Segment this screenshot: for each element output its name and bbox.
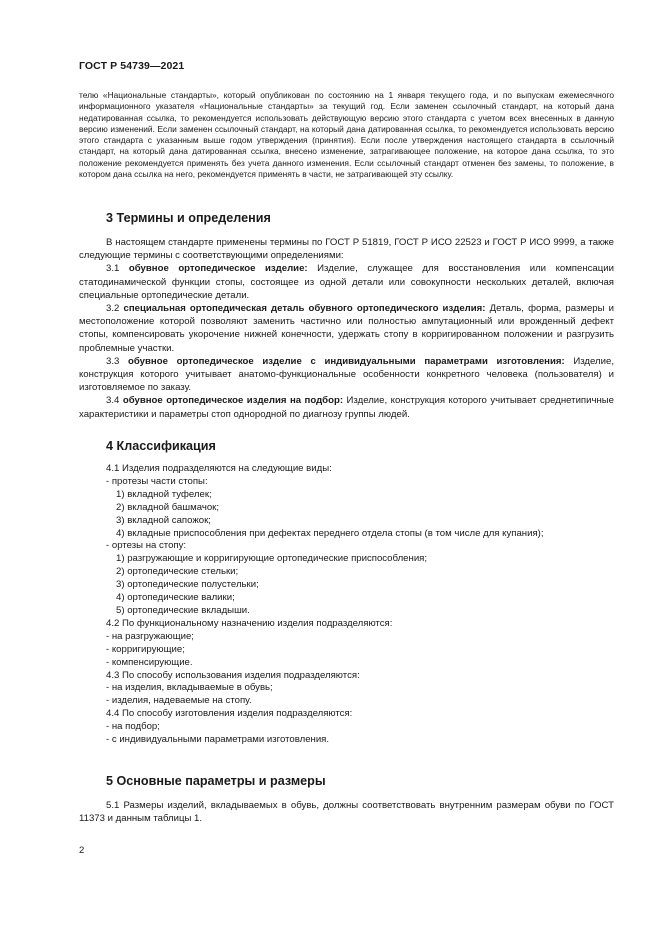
section-5-paragraph: 5.1 Размеры изделий, вкладываемых в обувь, должны соответствовать внутренним размерам обуви по ГОСТ 11373 и данным таблицы 1.	[79, 800, 614, 825]
classification-line: 1) разгружающие и корригирующие ортопедические приспособления;	[116, 553, 428, 565]
section-3-lead: В настоящем стандарте применены термины по ГОСТ Р 51819, ГОСТ Р ИСО 22523 и ГОСТ Р ИСО 9999, а также следующие термины с соответствующими определениями:	[79, 237, 614, 262]
term-number: 3.1	[106, 263, 120, 275]
term-name: специальная ортопедическая деталь обувного ортопедического изделия:	[123, 303, 486, 315]
term-name: обувное ортопедическое изделие с индивидуальными параметрами изготовления:	[128, 355, 565, 367]
term-number: 3.2	[106, 303, 120, 315]
section-5-body	[79, 799, 614, 825]
classification-line: 5) ортопедические вкладыши.	[116, 604, 250, 616]
intro-paragraph	[79, 90, 614, 180]
classification-line: - протезы части стопы:	[106, 475, 208, 487]
classification-line: 4.1 Изделия подразделяются на следующие виды:	[106, 463, 332, 474]
classification-line: 4.4 По способу изготовления изделия подразделяются:	[106, 708, 353, 720]
classification-line: - ортезы на стопу:	[106, 540, 187, 552]
classification-line: - на разгружающие;	[106, 630, 194, 642]
section-4-title: 4 Классификация	[106, 439, 216, 453]
classification-line: - с индивидуальными параметрами изготовления.	[106, 734, 330, 746]
classification-line: 4) вкладные приспособления при дефектах переднего отдела стопы (в том числе для купания);	[116, 527, 544, 539]
classification-line: 3) ортопедические полустельки;	[116, 579, 259, 591]
classification-line: 2) вкладной башмачок;	[116, 501, 220, 513]
term-3-4	[79, 394, 614, 420]
section-4-list	[79, 463, 614, 747]
section-3-title: 3 Термины и определения	[106, 211, 271, 225]
section-5-title: 5 Основные параметры и размеры	[106, 774, 326, 788]
term-number: 3.3	[106, 355, 120, 367]
term-name: обувное ортопедическое изделия на подбор:	[122, 395, 344, 407]
classification-line: 2) ортопедические стельки;	[116, 566, 239, 578]
term-3-2	[79, 302, 614, 355]
classification-line: - изделия, надеваемые на стопу.	[106, 695, 252, 707]
term-definition: Изделие, конструкция которого учитывает анатомо-функциональные особенности конкретного человека (пользователя) и изготовляемое по заказу.	[79, 355, 614, 394]
term-definition: Изделие, служащее для восстановления или компенсации статодинамической функции стопы, состоящее из одной детали или совокупности нескольких деталей, включая специальные ортопедические детали.	[79, 263, 614, 301]
term-3-1	[79, 262, 614, 302]
classification-line: - на изделия, вкладываемые в обувь;	[106, 682, 273, 694]
classification-line: - корригирующие;	[106, 643, 185, 655]
classification-line: 4.2 По функциональному назначению изделия подразделяются:	[106, 617, 393, 629]
classification-line: 4.3 По способу использования изделия подразделяются:	[106, 669, 360, 681]
classification-line: - на подбор;	[106, 721, 160, 733]
term-name: обувное ортопедическое изделие:	[128, 263, 308, 275]
term-definition: Деталь, форма, размеры и местоположение которой позволяют заменить частично или полностью ампутационный или врожденный дефект стопы, компенсировать укорочение нижней конечности, удержать стопу в корригированном положении и разгрузить проблемные участки.	[79, 303, 615, 354]
section-3-body	[79, 236, 614, 421]
term-number: 3.4	[106, 395, 120, 407]
classification-line: - компенсирующие.	[106, 656, 193, 668]
document-header: ГОСТ Р 54739—2021	[79, 60, 185, 72]
classification-line: 1) вкладной туфелек;	[116, 488, 212, 500]
classification-line: 4) ортопедические валики;	[116, 592, 235, 604]
term-3-3	[79, 355, 614, 395]
intro-text: телю «Национальные стандарты», который опубликован по состоянию на 1 января текущего года, и по выпускам ежемесячного информационного указателя «Национальные стандарты» за текущий год. Если заменен ссылочный стандарт, на который дана недатированная ссылка, то рекомендуется использовать действующую версию этого стандарта с учетом всех внесенных в данную версию изменений. Если заменен ссылочный стандарт, на который дана датированная ссылка, то рекомендуется использовать версию этого стандарта с указанным выше годом утверждения (принятия). Если после утверждения настоящего стандарта в ссылочный стандарт, на который дана датированная ссылка, внесено изменение, затрагивающее положение, на которое дана ссылка, то это положение рекомендуется применять без учета данного изменения. Если ссылочный стандарт отменен без замены, то положение, в котором дана ссылка на него, рекомендуется применять в части, не затрагивающей эту ссылку.	[79, 90, 614, 180]
classification-line: 3) вкладной сапожок;	[116, 514, 211, 526]
page-number: 2	[79, 845, 85, 856]
term-definition: Изделие, конструкция которого учитывает среднетипичные характеристики и параметры стоп однородной по диагнозу группы людей.	[79, 395, 615, 420]
